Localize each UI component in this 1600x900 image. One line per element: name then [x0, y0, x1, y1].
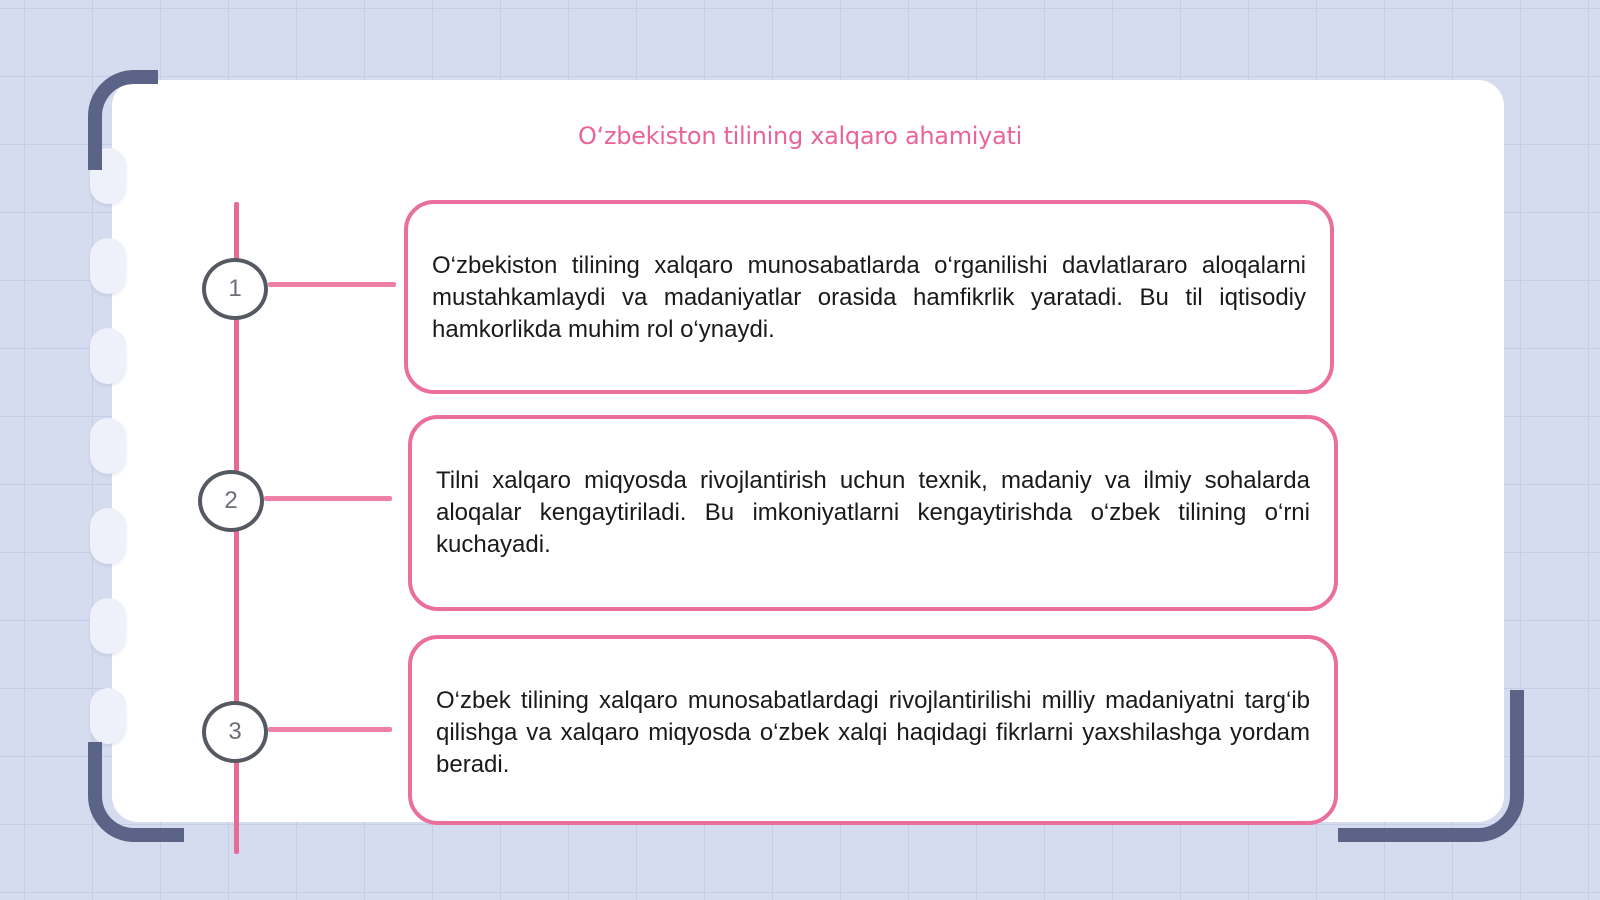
card-text: Tilni xalqaro miqyosda rivojlantirish uchun texnik, madaniy va ilmiy sohalarda aloqalar kengaytiriladi. Bu imkoniyatlarni kengaytirishda o‘zbek tilining o‘rni kuchayadi. — [436, 467, 1310, 558]
timeline-connector — [268, 727, 392, 732]
timeline-connector — [268, 282, 396, 287]
notebook-tab — [90, 238, 126, 294]
step-number-badge: 2 — [198, 470, 264, 532]
page-title: O‘zbekiston tilining xalqaro ahamiyati — [578, 122, 1022, 150]
frame-corner-bottom-right — [1338, 690, 1524, 842]
info-card — [408, 635, 1338, 825]
frame-corner-top-left — [88, 70, 158, 170]
notebook-tab — [90, 418, 126, 474]
frame-corner-bottom-left — [88, 742, 184, 842]
step-number-badge: 3 — [202, 701, 268, 763]
info-card — [404, 200, 1334, 394]
step-number-badge: 1 — [202, 258, 268, 320]
timeline-connector — [264, 496, 392, 501]
card-text: O‘zbekiston tilining xalqaro munosabatlarda o‘rganilishi davlatlararo aloqalarni mustahkamlaydi va madaniyatlar orasida hamfikrlik yaratadi. Bu til iqtisodiy hamkorlikda muhim rol o‘ynaydi. — [432, 252, 1306, 343]
info-card — [408, 415, 1338, 611]
notebook-tab — [90, 688, 126, 744]
notebook-tab — [90, 508, 126, 564]
notebook-tab — [90, 328, 126, 384]
card-text: O‘zbek tilining xalqaro munosabatlardagi rivojlantirilishi milliy madaniyatni targ‘ib qilishga va xalqaro miqyosda o‘zbek xalqi haqidagi fikrlarni yaxshilashga yordam beradi. — [436, 687, 1310, 778]
notebook-tab — [90, 598, 126, 654]
